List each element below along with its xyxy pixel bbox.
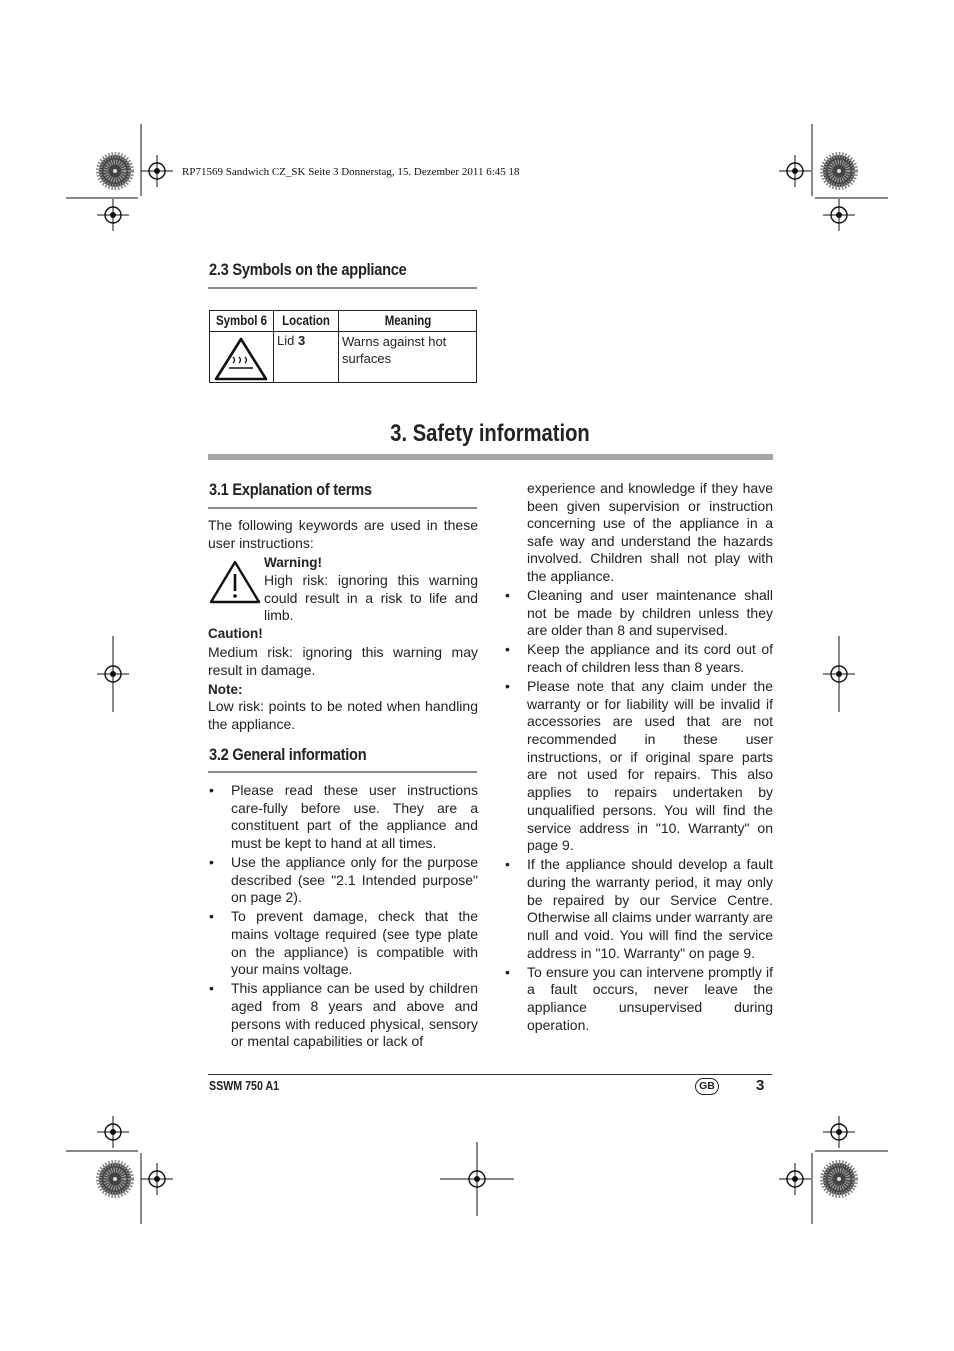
print-header: RP71569 Sandwich CZ_SK Seite 3 Donnerstag, 15. Dezember 2011 6:45 18 <box>182 166 520 178</box>
heading-rule <box>208 771 477 773</box>
continuation-paragraph: experience and knowledge if they have been given supervision or instruction concerning use of the appliance in a safe way and understand the hazards involved. Children shall not play with the appliance. <box>527 480 773 584</box>
general-info-list-left <box>208 782 478 1052</box>
symbols-table <box>209 310 477 383</box>
section-heading-2-3: 2.3 Symbols on the appliance <box>209 260 407 279</box>
intro-paragraph: The following keywords are used in these user instructions: <box>208 517 478 551</box>
list-item: • Keep the appliance and its cord out of reach of children less than 8 years. <box>505 641 773 675</box>
table-cell-meaning: Warns against hot surfaces <box>342 334 447 366</box>
section-heading-3-1: 3.1 Explanation of terms <box>209 480 372 499</box>
note-text: Low risk: points to be noted when handling the appliance. <box>208 698 478 732</box>
heading-rule <box>208 287 477 289</box>
list-item: • Please note that any claim under the warranty or for liability will be invalid if accessories are used that are not recommended in these user instructions, or if original spare parts are not used for repairs. This also applies to repairs undertaken by unqualified persons. You will find the service address in "10. Warranty" on page 9. <box>505 677 773 854</box>
list-item: • Use the appliance only for the purpose described (see "2.1 Intended purpose" on page 2). <box>209 854 478 906</box>
language-badge: GB <box>695 1078 719 1095</box>
list-item: • Cleaning and user maintenance shall not be made by children unless they are older than 8 and supervised. <box>505 587 773 639</box>
table-header-symbol: Symbol 6 <box>215 312 268 328</box>
table-header-location: Location <box>282 312 330 328</box>
note-label: Note: <box>208 682 243 697</box>
warning-label: Warning! <box>264 555 322 570</box>
warning-text: High risk: ignoring this warning could result in a risk to life and limb. <box>264 572 478 624</box>
page-title: 3. Safety information <box>390 420 590 447</box>
table-header-meaning: Meaning <box>384 312 432 328</box>
list-item: • If the appliance should develop a fault during the warranty period, it may only be repaired by our Service Centre. Otherwise all claims under warranty are null and void. You will find the service address in "10. Warranty" on page 9. <box>505 856 773 961</box>
section-heading-3-2: 3.2 General information <box>209 745 367 764</box>
caution-text: Medium risk: ignoring this warning may result in damage. <box>208 644 478 678</box>
list-item: • Please read these user instructions care-fully before use. They are a constituent part of the appliance and must be kept to hand at all times. <box>209 782 478 852</box>
heading-rule <box>208 507 477 509</box>
table-cell-location: Lid 3 <box>277 333 306 348</box>
warning-triangle-icon <box>209 560 261 604</box>
list-item: • This appliance can be used by children aged from 8 years and above and persons with reduced physical, sensory or mental capabilities or lack of <box>209 980 478 1050</box>
footer-model: SSWM 750 A1 <box>209 1078 280 1093</box>
footer-rule <box>208 1074 772 1075</box>
page-number: 3 <box>756 1077 765 1094</box>
list-item: • To prevent damage, check that the mains voltage required (see type plate on the appliance) is compatible with your mains voltage. <box>209 908 478 978</box>
caution-label: Caution! <box>208 626 263 641</box>
title-rule <box>208 454 773 460</box>
general-info-list-right <box>504 587 773 1036</box>
list-item: • To ensure you can intervene promptly if a fault occurs, never leave the appliance unsupervised during operation. <box>505 963 773 1033</box>
hot-surface-warning-icon <box>214 337 268 381</box>
